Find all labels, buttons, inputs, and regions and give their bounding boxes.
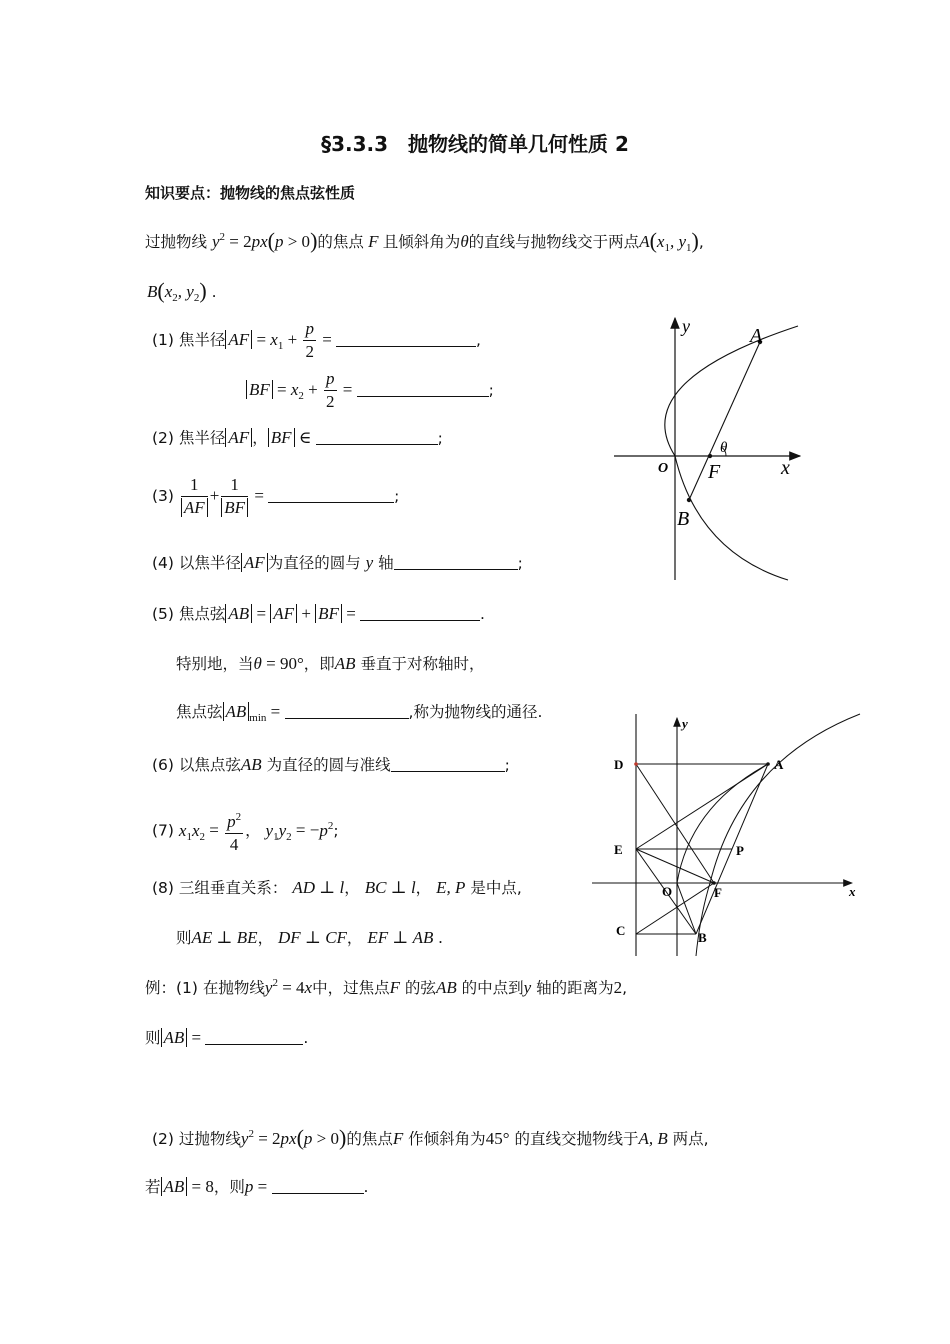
segment-ae — [636, 764, 768, 849]
answer-blank-9[interactable] — [205, 1030, 303, 1045]
figure-1-parabola — [608, 312, 808, 584]
parabola-upper-branch — [677, 764, 768, 883]
example-1-line-1: 例：(1) 在抛物线$y^2 = 4x$中，过焦点F 的弦AB 的中点到y 轴的距离为2, — [145, 977, 628, 997]
label2-o: O — [662, 884, 673, 899]
label2-e: E — [614, 842, 623, 857]
segment-ob — [677, 883, 696, 934]
answer-blank-4[interactable] — [268, 488, 394, 503]
label-b: B — [677, 508, 690, 530]
label2-x: x — [849, 884, 856, 899]
item-8-line-1: (8) 三组垂直关系： AD ⊥ l， BC ⊥ l， E, P 是中点, — [152, 878, 522, 897]
answer-blank-1[interactable] — [336, 332, 476, 347]
parabola-curve — [665, 326, 798, 580]
item-8-line-2: 则AE ⊥ BE， DF ⊥ CF， EF ⊥ AB . — [176, 928, 443, 947]
label2-c: C — [616, 923, 626, 938]
answer-blank-3[interactable] — [316, 430, 438, 445]
label-theta: θ — [720, 440, 728, 456]
parabola-curve-2 — [696, 714, 860, 956]
label-f: F — [708, 461, 721, 483]
label2-b: B — [698, 930, 707, 945]
item-2: (2) 焦半径 AF ， BF ∈ ; — [152, 428, 443, 447]
answer-blank-8[interactable] — [391, 757, 505, 772]
item-5: (5) 焦点弦 AB = AF + BF = . — [152, 604, 485, 623]
label-y: y — [682, 316, 690, 336]
example-2-line-2: 若 AB = 8，则p = . — [145, 1177, 369, 1196]
answer-blank-5[interactable] — [394, 555, 518, 570]
answer-blank-2[interactable] — [357, 382, 489, 397]
answer-blank-7[interactable] — [285, 704, 409, 719]
item-5-latus: 焦点弦 AB $_{min}$ = ,称为抛物线的通径. — [176, 702, 543, 724]
label2-f: F — [714, 885, 722, 900]
answer-blank-10[interactable] — [272, 1179, 364, 1194]
label2-d: D — [614, 757, 624, 772]
label-o: O — [658, 461, 669, 476]
item-3: (3) $\frac{1}{AF}$ + $\frac{1}{BF}$ = ; — [152, 475, 400, 517]
example-2-line-1: (2) 过抛物线$y^2 = 2px(p > 0)$的焦点F 作倾斜角为45° 的直线交抛物线于A, B 两点, — [152, 1125, 709, 1150]
figure-2-focal-chord — [590, 706, 865, 958]
label2-a: A — [774, 757, 784, 772]
item-1-line-2: BF = $x_2$ + $\frac{p}{2}$ = ; — [246, 368, 494, 413]
point-d-marker — [634, 762, 638, 766]
label-x: x — [781, 457, 790, 479]
intro-line-1: 过抛物线 $y^2 = 2px(p > 0)$的焦点 F 且倾斜角为θ的直线与抛物线交于两点$A(x_1$, $y_1$), — [145, 228, 704, 254]
page-title: §3.3.3 抛物线的简单几何性质 2 — [321, 132, 629, 156]
item-5-special: 特别地，当θ = 90°，即AB 垂直于对称轴时， — [176, 654, 485, 673]
point-b — [687, 498, 691, 502]
item-4: (4) 以焦半径 AF 为直径的圆与 y 轴 ; — [152, 553, 523, 572]
label2-p: P — [736, 843, 744, 858]
example-1-line-2: 则 AB = . — [145, 1028, 309, 1047]
answer-blank-6[interactable] — [360, 606, 480, 621]
item-6: (6) 以焦点弦AB 为直径的圆与准线 ; — [152, 755, 510, 774]
label2-y: y — [682, 716, 688, 731]
point-a-2 — [766, 762, 770, 766]
intro-line-2: $B(x_2$, $y_2$) . — [147, 278, 217, 304]
section-heading: 知识要点：抛物线的焦点弦性质 — [145, 184, 356, 202]
focal-chord — [689, 342, 760, 500]
item-1-line-1: (1) 焦半径 AF = $x_1$ + $\frac{p}{2}$ = , — [152, 319, 481, 361]
item-7: (7) $x_1x_2$ = $\frac{p^2}{4}$ ， $y_1y_2 = -p^2$; — [152, 806, 339, 856]
point-f — [708, 454, 712, 458]
label-a: A — [750, 325, 763, 347]
segment-cf — [636, 883, 714, 934]
